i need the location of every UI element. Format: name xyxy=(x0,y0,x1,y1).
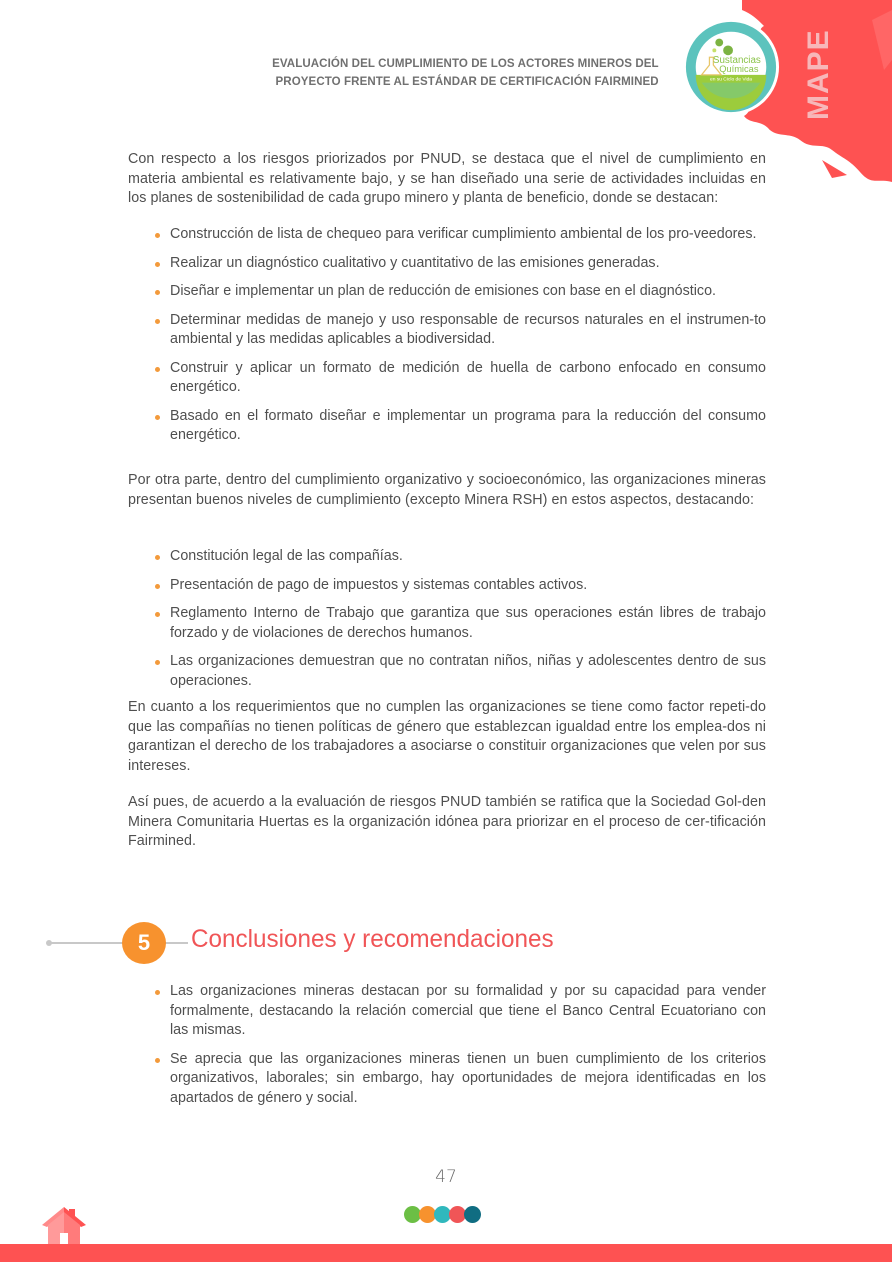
bullet-icon xyxy=(155,290,160,295)
bullet-icon xyxy=(155,233,160,238)
bullet-icon xyxy=(155,612,160,617)
list-item: Las organizaciones mineras destacan por su formalidad y por su capacidad para vender formalmente, destacando la relación comercial que tiene el Banco Central Ecuatoriano con las mismas. xyxy=(128,982,766,1041)
conclusions-list xyxy=(128,982,766,1108)
bullet-icon xyxy=(155,660,160,665)
intro-block xyxy=(128,150,766,209)
svg-text:Químicas: Químicas xyxy=(719,63,759,74)
list-item: Construir y aplicar un formato de medición de huella de carbono enfocado en consumo energético. xyxy=(128,359,766,398)
bullet-icon xyxy=(155,262,160,267)
list-item: Se aprecia que las organizaciones mineras tienen un buen cumplimiento de los criterios organizativos, laborales; sin embargo, hay oportunidades de mejora identificadas en los apartados de género y social. xyxy=(128,1050,766,1109)
organizational-paragraph: Por otra parte, dentro del cumplimiento organizativo y socioeconómico, las organizaciones mineras presentan buenos niveles de cumplimiento (excepto Minera RSH) en estos aspectos, destacando: xyxy=(128,472,766,508)
home-icon[interactable] xyxy=(40,1205,88,1245)
heading-line-right xyxy=(166,942,188,944)
conclusions-list-wrap xyxy=(128,982,766,1117)
organizational-block xyxy=(128,471,766,510)
list-item: Constitución legal de las compañías. xyxy=(128,547,766,567)
environmental-activities-list-wrap xyxy=(128,225,766,455)
bullet-icon xyxy=(155,319,160,324)
sustancias-quimicas-logo xyxy=(682,18,780,116)
bullet-icon xyxy=(155,415,160,420)
page-number: 47 xyxy=(435,1167,457,1187)
mape-side-label: MAPE xyxy=(802,29,835,121)
color-dots-decoration xyxy=(404,1206,479,1223)
section-number-badge: 5 xyxy=(122,922,166,964)
list-item: Basado en el formato diseñar e implementar un programa para la reducción del consumo energético. xyxy=(128,407,766,446)
closing-paragraph: Así pues, de acuerdo a la evaluación de riesgos PNUD también se ratifica que la Sociedad Gol-den Minera Comunitaria Huertas es la organización idónea para priorizar en el proceso de cer-tificación Fairmined. xyxy=(128,794,766,849)
bullet-icon xyxy=(155,584,160,589)
organizational-list-wrap xyxy=(128,547,766,700)
section-title: Conclusiones y recomendaciones xyxy=(191,925,554,953)
intro-paragraph: Con respecto a los riesgos priorizados por PNUD, se destaca que el nivel de cumplimiento en materia ambiental es relativamente bajo, y se han diseñado una serie de actividades incluidas en los planes de sostenibilidad de cada grupo minero y planta de beneficio, donde se destacan: xyxy=(128,151,766,206)
header-title-line-2: PROYECTO FRENTE AL ESTÁNDAR DE CERTIFICACIÓN FAIRMINED xyxy=(275,74,659,88)
bullet-icon xyxy=(155,990,160,995)
list-item: Las organizaciones demuestran que no contratan niños, niñas y adolescentes dentro de sus operaciones. xyxy=(128,652,766,691)
environmental-activities-list xyxy=(128,225,766,446)
list-item: Realizar un diagnóstico cualitativo y cuantitativo de las emisiones generadas. xyxy=(128,254,766,274)
list-item: Reglamento Interno de Trabajo que garantiza que sus operaciones están libres de trabajo forzado y de violaciones de derechos humanos. xyxy=(128,604,766,643)
footer-bar xyxy=(0,1244,892,1262)
section-heading xyxy=(44,922,644,964)
closing-block xyxy=(128,793,766,852)
bullet-icon xyxy=(155,367,160,372)
requirements-paragraph: En cuanto a los requerimientos que no cumplen las organizaciones se tiene como factor repeti-do que las compañías no tienen políticas de género que establezcan igualdad entre los emplea-dos ni garantizan el derecho de los trabajadores a asociarse o constituir organizaciones que velen por sus intereses. xyxy=(128,699,766,774)
list-item: Diseñar e implementar un plan de reducción de emisiones con base en el diagnóstico. xyxy=(128,282,766,302)
organizational-items-list xyxy=(128,547,766,691)
bullet-icon xyxy=(155,555,160,560)
list-item: Presentación de pago de impuestos y sistemas contables activos. xyxy=(128,576,766,596)
svg-text:en su Ciclo de Vida: en su Ciclo de Vida xyxy=(709,77,753,83)
list-item: Construcción de lista de chequeo para verificar cumplimiento ambiental de los pro-veedores. xyxy=(128,225,766,245)
requirements-block xyxy=(128,698,766,776)
bullet-icon xyxy=(155,1058,160,1063)
document-header-title xyxy=(272,54,659,90)
list-item: Determinar medidas de manejo y uso responsable de recursos naturales en el instrumen-to ambiental y las medidas aplicables a biodiversidad. xyxy=(128,311,766,350)
dot-dark-teal xyxy=(464,1206,481,1223)
svg-text:Sustancias: Sustancias xyxy=(712,55,761,67)
header-title-line-1: EVALUACIÓN DEL CUMPLIMIENTO DE LOS ACTORES MINEROS DEL xyxy=(272,56,659,70)
